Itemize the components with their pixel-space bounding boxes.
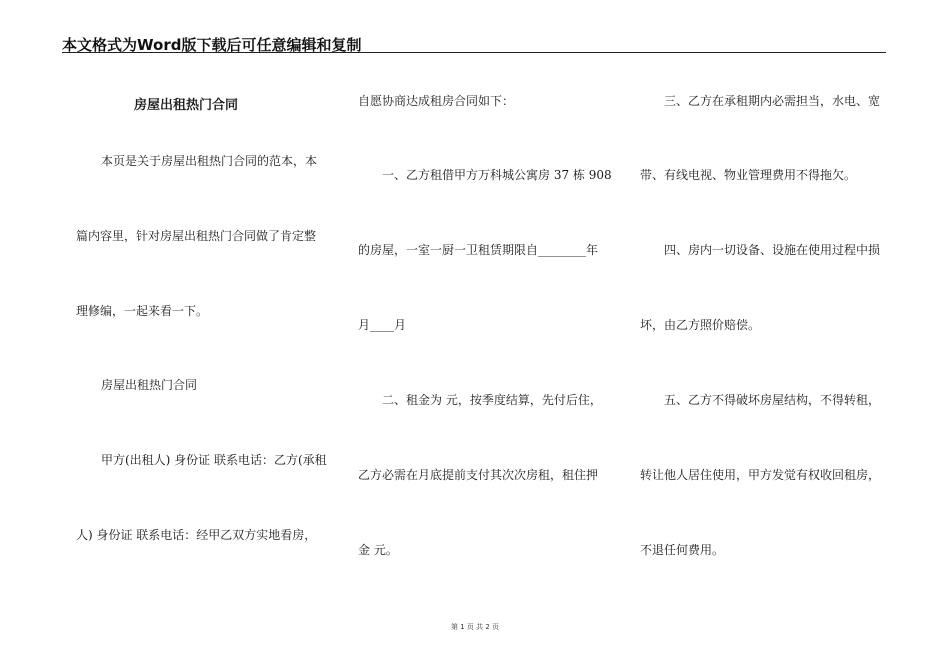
paragraph-line: 月____月 [358,318,407,332]
paragraph-line: 自愿协商达成租房合同如下： [358,94,515,108]
paragraph-line: 乙方必需在月底提前支付其次次房租，租住押 [358,468,599,482]
paragraph-line: 坏，由乙方照价赔偿。 [640,318,761,332]
paragraph-line: 金 元。 [358,543,398,557]
header-divider [62,52,886,53]
paragraph-line: 篇内容里，针对房屋出租热门合同做了肯定整 [76,229,317,243]
paragraph-line: 五、乙方不得破坏房屋结构，不得转租， [664,393,881,407]
paragraph-line: 的房屋，一室一厨一卫租赁期限自________年 [358,243,599,257]
paragraph-line: 三、乙方在承租期内必需担当，水电、宽 [664,94,881,108]
paragraph-line: 转让他人居住使用，甲方发觉有权收回租房， [640,468,881,482]
paragraph-line: 人) 身份证 联系电话：经甲乙双方实地看房， [76,528,317,542]
section-heading: 房屋出租热门合同 [101,378,198,392]
page-number: 第 1 页 共 2 页 [450,623,500,631]
paragraph-line: 甲方(出租人) 身份证 联系电话：乙方(承租 [101,453,327,467]
paragraph-line: 二、租金为 元，按季度结算，先付后住， [382,393,602,407]
paragraph-line: 一、乙方租借甲方万科城公寓房 37 栋 908 [382,168,612,182]
paragraph-line: 本页是关于房屋出租热门合同的范本，本 [101,154,318,168]
paragraph-line: 理修编，一起来看一下。 [76,304,209,318]
paragraph-line: 四、房内一切设备、设施在使用过程中损 [664,243,881,257]
document-title: 房屋出租热门合同 [134,98,239,113]
paragraph-line: 不退任何费用。 [640,543,725,557]
page-header-text: 本文格式为Word版下载后可任意编辑和复制 [62,36,362,54]
paragraph-line: 带、有线电视、物业管理费用不得拖欠。 [640,168,857,182]
